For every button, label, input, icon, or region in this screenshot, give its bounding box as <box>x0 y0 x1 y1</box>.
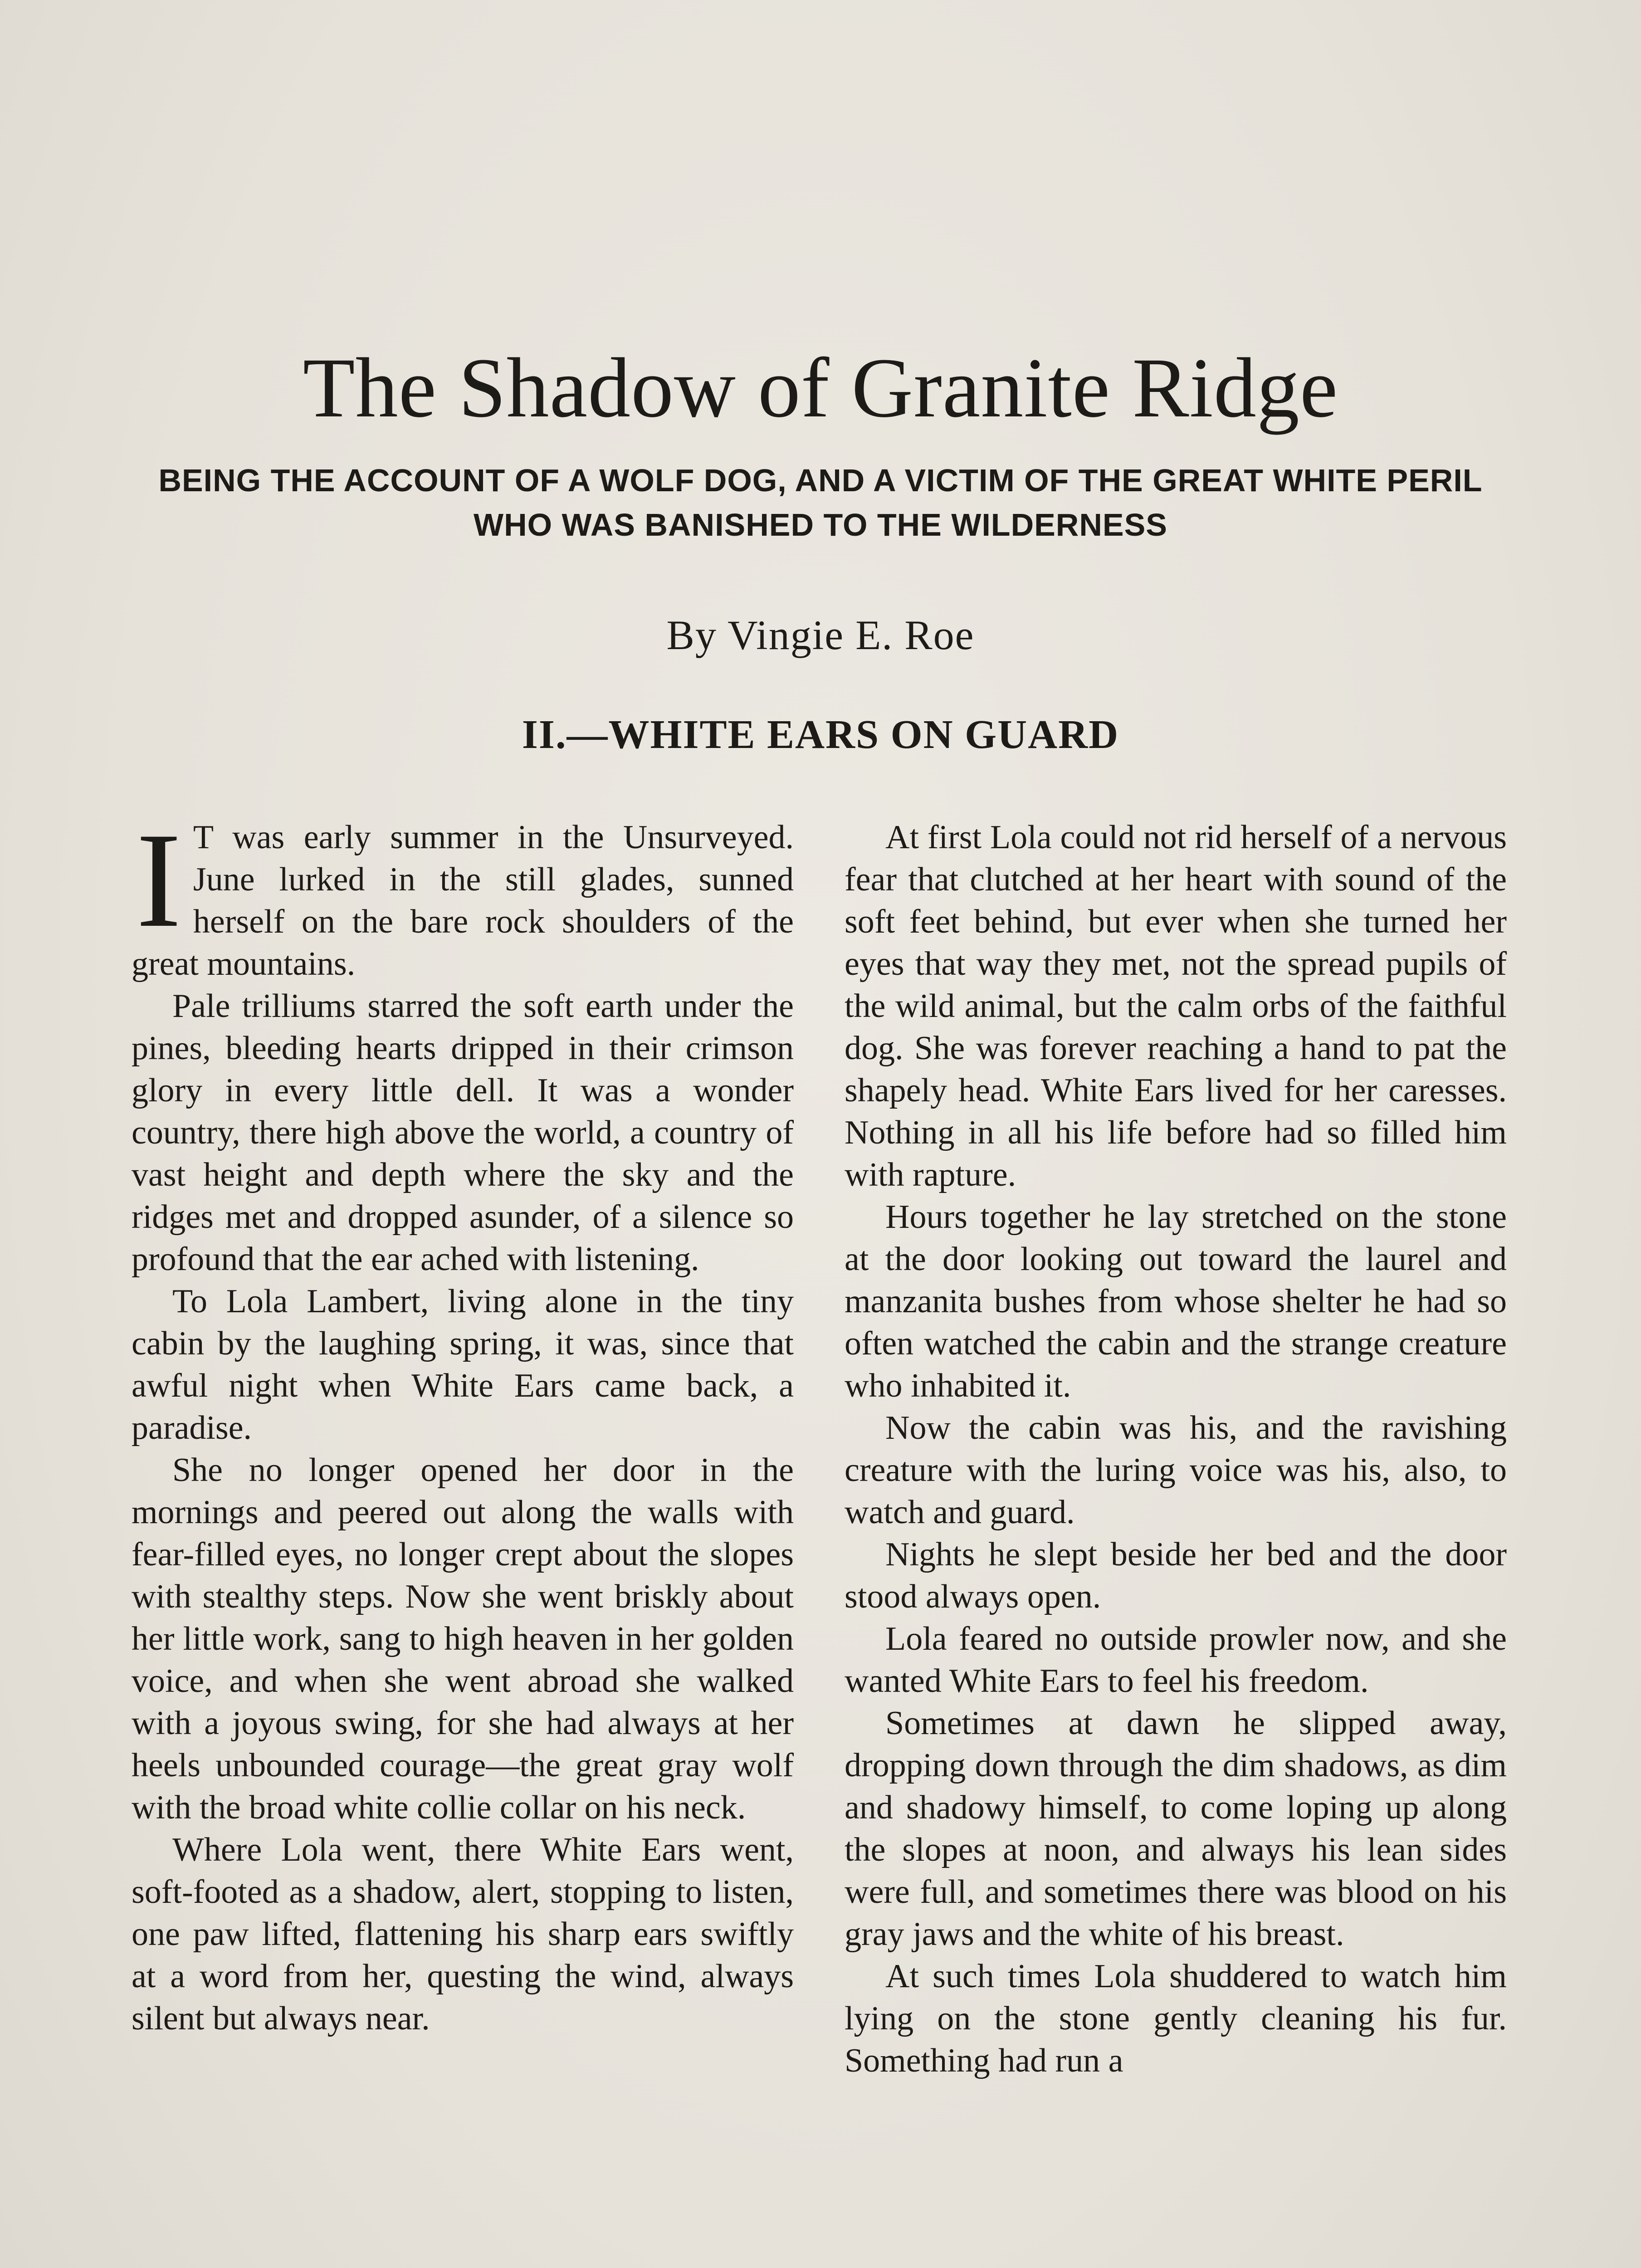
article-title: The Shadow of Granite Ridge <box>303 340 1338 435</box>
paragraph-text: T was early summer in the Unsurveyed. June lurked in the still glades, sunned herself on the bare rock shoulders of the great mountains. <box>132 819 794 982</box>
article-subtitle: BEING THE ACCOUNT OF A WOLF DOG, AND A VICTIM OF THE GREAT WHITE PERIL WHO WAS BANISHED TO THE WILDERNESS <box>158 463 1483 543</box>
drop-cap: I <box>136 805 181 955</box>
paragraph: She no longer opened her door in the mornings and peered out along the walls with fear-filled eyes, no longer crept about the slopes with stealthy steps. Now she went briskly about her little work, sang to high heaven in her golden voice, and when she went abroad she walked with a joyous swing, for she had always at her heels unbounded courage—the great gray wolf with the broad white collie collar on his neck. <box>132 1452 794 1826</box>
paragraph: Where Lola went, there White Ears went, soft-footed as a shadow, alert, stopping to listen, one paw lifted, flattening his sharp ears swiftly at a word from her, questing the wind, always silent but always near. <box>132 1831 794 2037</box>
right-column <box>845 816 1507 2082</box>
paragraph: To Lola Lambert, living alone in the tiny cabin by the laughing spring, it was, since that awful night when White Ears came back, a paradise. <box>132 1283 794 1447</box>
paragraph: Pale trilliums starred the soft earth under the pines, bleeding hearts dripped in their crimson glory in every little dell. It was a wonder country, there high above the world, a country of vast height and depth where the sky and the ridges met and dropped asunder, of a silence so profound that the ear ached with listening. <box>132 987 794 1278</box>
paragraph: Lola feared no outside prowler now, and she wanted White Ears to feel his freedom. <box>845 1620 1507 1700</box>
paragraph: Now the cabin was his, and the ravishing creature with the luring voice was his, also, to watch and guard. <box>845 1409 1507 1531</box>
paragraph <box>132 805 794 985</box>
chapter-heading: II.—WHITE EARS ON GUARD <box>522 712 1119 757</box>
paragraph: Hours together he lay stretched on the stone at the door looking out toward the laurel and manzanita bushes from whose shelter he had so often watched the cabin and the strange creature who inhabited it. <box>845 1198 1507 1404</box>
paragraph: Nights he slept beside her bed and the door stood always open. <box>845 1536 1507 1615</box>
article-byline: By Vingie E. Roe <box>666 612 975 658</box>
paragraph: At first Lola could not rid herself of a nervous fear that clutched at her heart with sound of the soft feet behind, but ever when she turned her eyes that way they met, not the spread pupils of the wild animal, but the calm orbs of the faithful dog. She was forever reaching a hand to pat the shapely head. White Ears lived for her caresses. Nothing in all his life before had so filled him with rapture. <box>845 819 1507 1193</box>
paragraph: Sometimes at dawn he slipped away, dropping down through the dim shadows, as dim and shadowy himself, to come loping up along the slopes at noon, and always his lean sides were full, and sometimes there was blood on his gray jaws and the white of his breast. <box>845 1705 1507 1953</box>
left-column <box>132 805 794 2040</box>
paragraph: At such times Lola shuddered to watch him lying on the stone gently cleaning his fur. Something had run a <box>845 1958 1507 2079</box>
